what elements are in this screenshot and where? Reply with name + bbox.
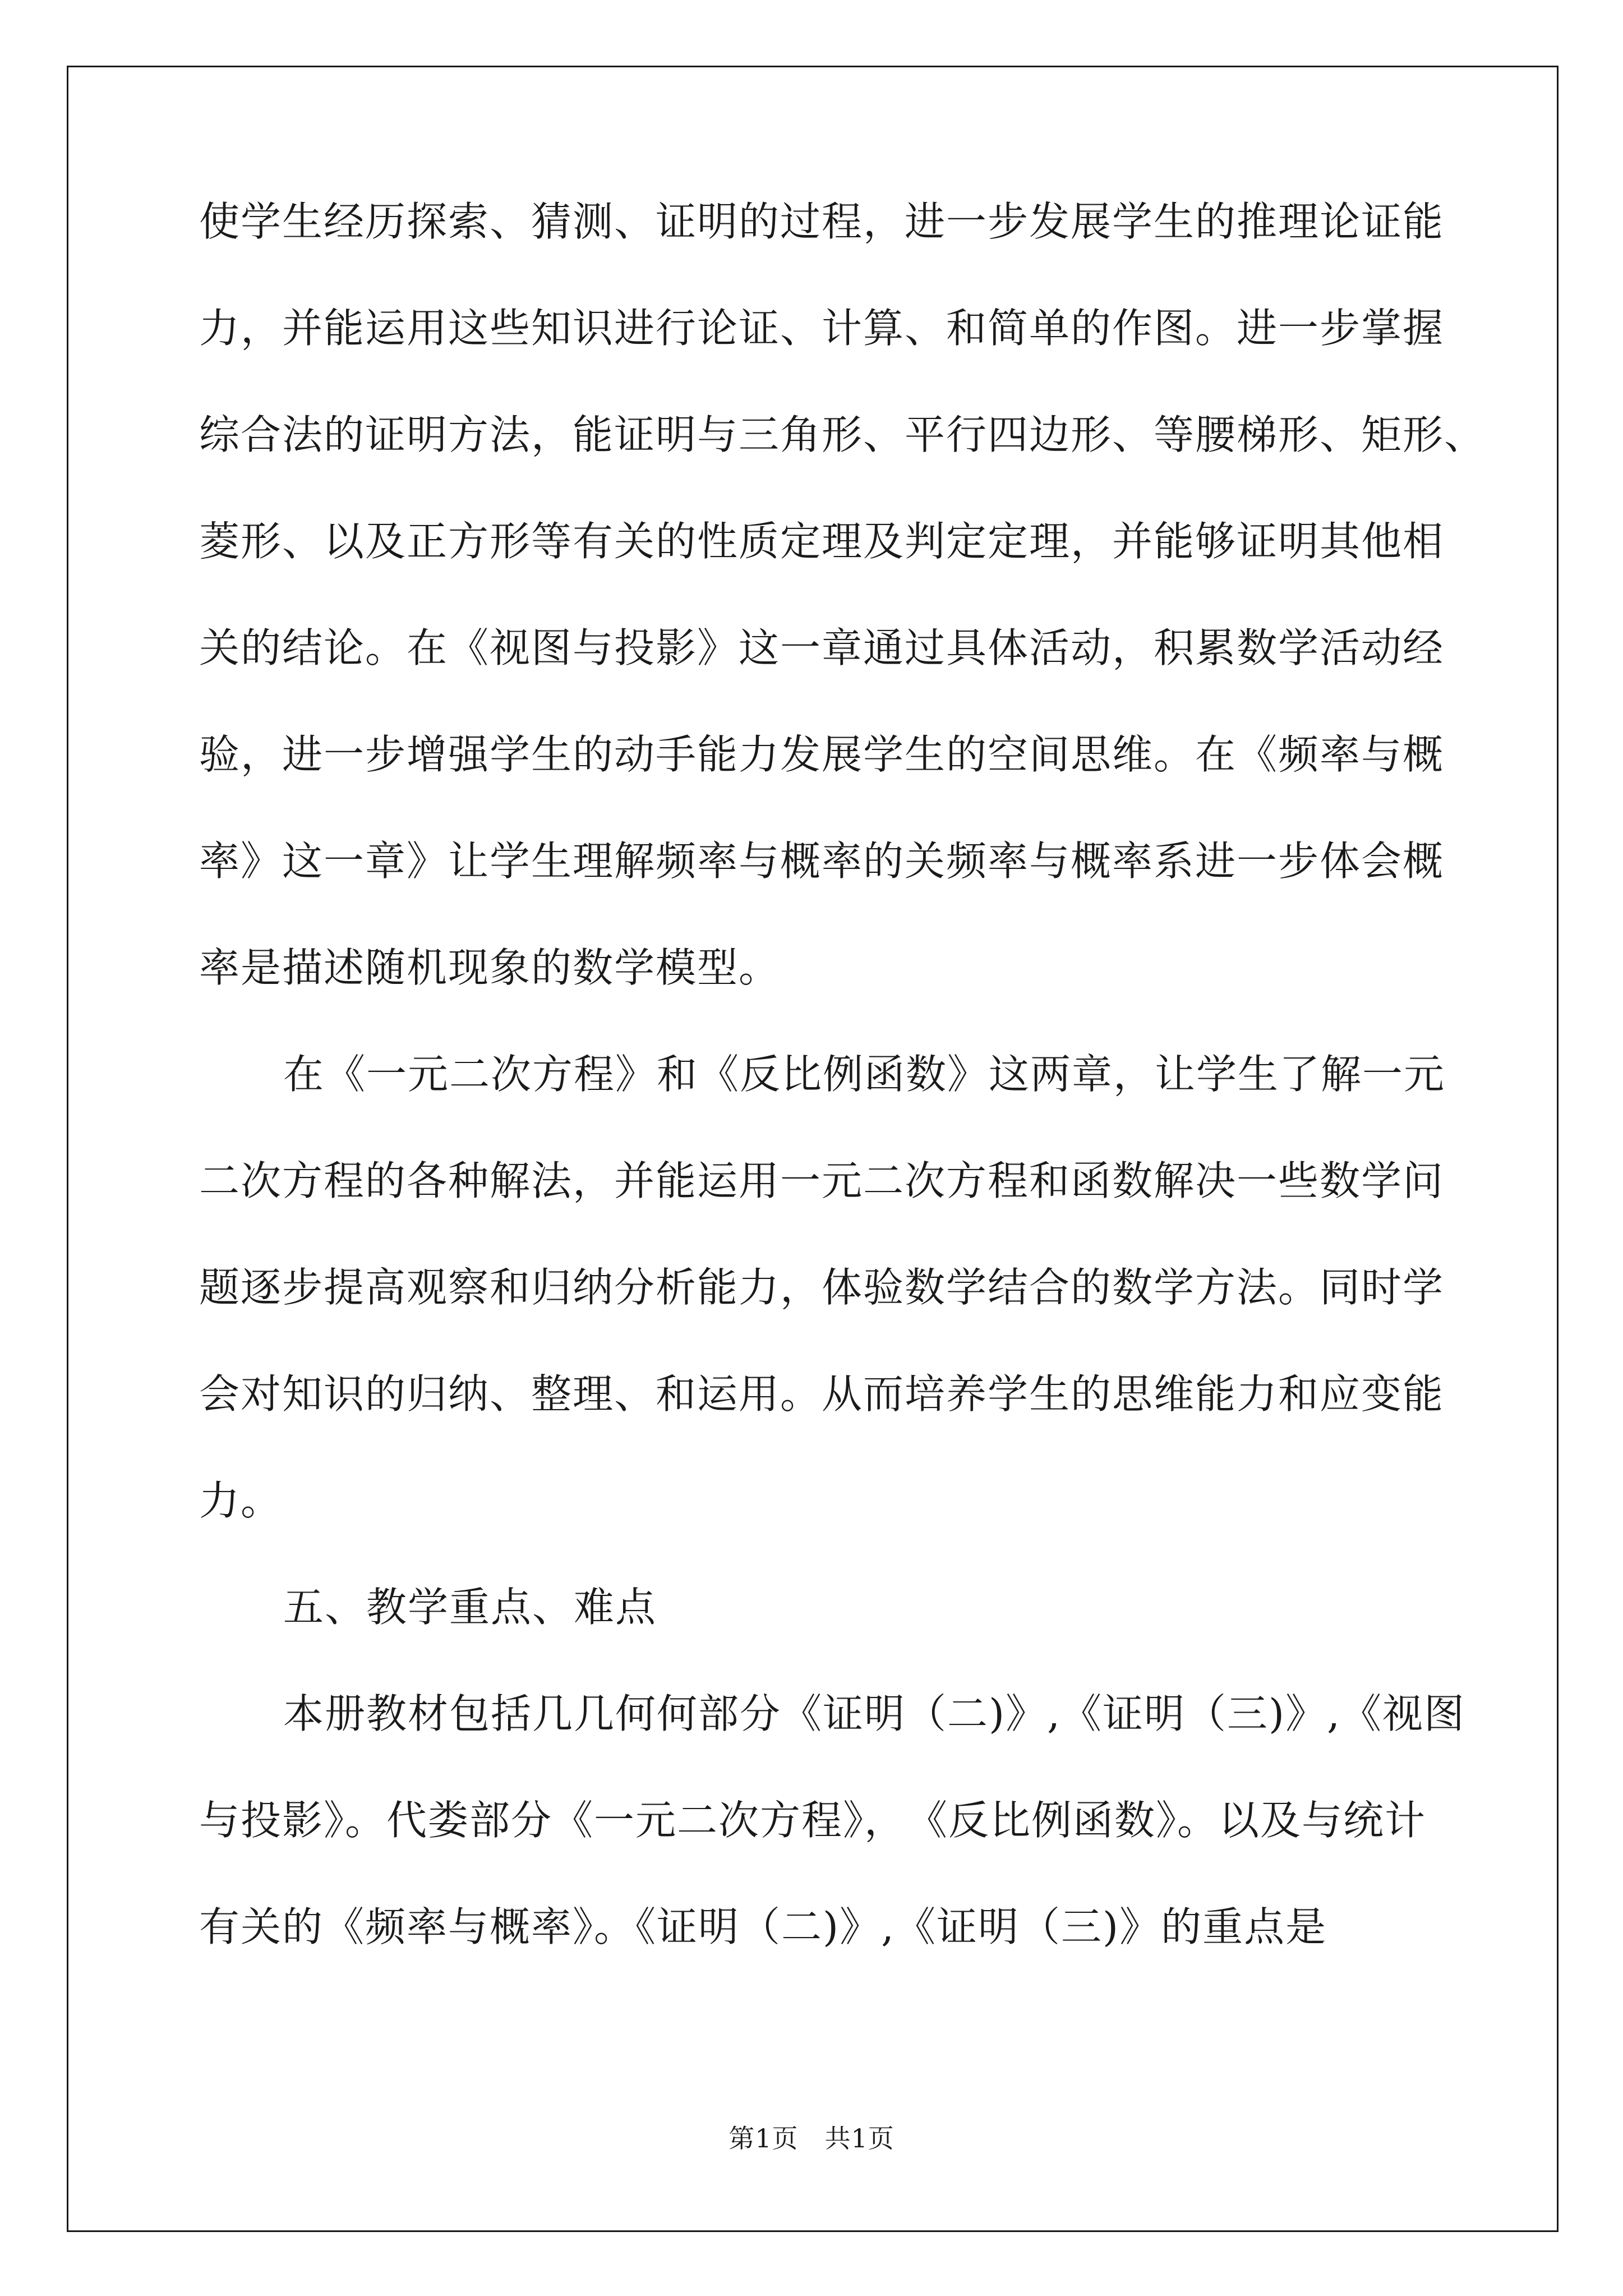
- document-body: [199, 168, 1486, 1980]
- section-heading: 五、教学重点、难点: [283, 1584, 657, 1631]
- text-line: 综合法的证明方法，能证明与三角形、平行四边形、等腰梯形、矩形、: [199, 411, 1486, 458]
- paragraph-start-line: 在《一元二次方程》和《反比例函数》这两章，让学生了解一元: [283, 1051, 1446, 1098]
- text-line: 与投影》。代娄部分《一元二次方程》， 《反比例函数》。以及与统计: [199, 1797, 1427, 1844]
- text-line: 使学生经历探索、猜测、证明的过程，进一步发展学生的推理论证能: [199, 198, 1445, 245]
- text-line: 二次方程的各种解法，并能运用一元二次方程和函数解决一些数学问: [199, 1157, 1445, 1204]
- text-line: 率》这一章》让学生理解频率与概率的关频率与概率系进一步体会概: [199, 838, 1445, 885]
- text-line: 有关的《频率与概率》。《证明（二)》,《证明（三)》的重点是: [199, 1903, 1327, 1950]
- paragraph-start-line: 本册教材包括几几何何部分《证明（二)》,《证明（三)》,《视图: [283, 1690, 1465, 1737]
- text-line: 会对知识的归纳、整理、和运用。从而培养学生的思维能力和应变能: [199, 1370, 1445, 1418]
- text-line: 力。: [199, 1477, 283, 1524]
- page-number-footer: 第1页 共1页: [728, 2123, 895, 2154]
- text-line: 验，进一步增强学生的动手能力发展学生的空间思维。在《频率与概: [199, 731, 1445, 778]
- text-line: 率是描述随机现象的数学模型。: [199, 944, 781, 991]
- text-line: 关的结论。在《视图与投影》这一章通过具体活动，积累数学活动经: [199, 624, 1445, 671]
- text-line: 菱形、以及正方形等有关的性质定理及判定定理，并能够证明其他相: [199, 518, 1445, 565]
- text-line: 题逐步提高观察和归纳分析能力，体验数学结合的数学方法。同时学: [199, 1264, 1445, 1311]
- text-line: 力，并能运用这些知识进行论证、计算、和简单的作图。进一步掌握: [199, 305, 1445, 352]
